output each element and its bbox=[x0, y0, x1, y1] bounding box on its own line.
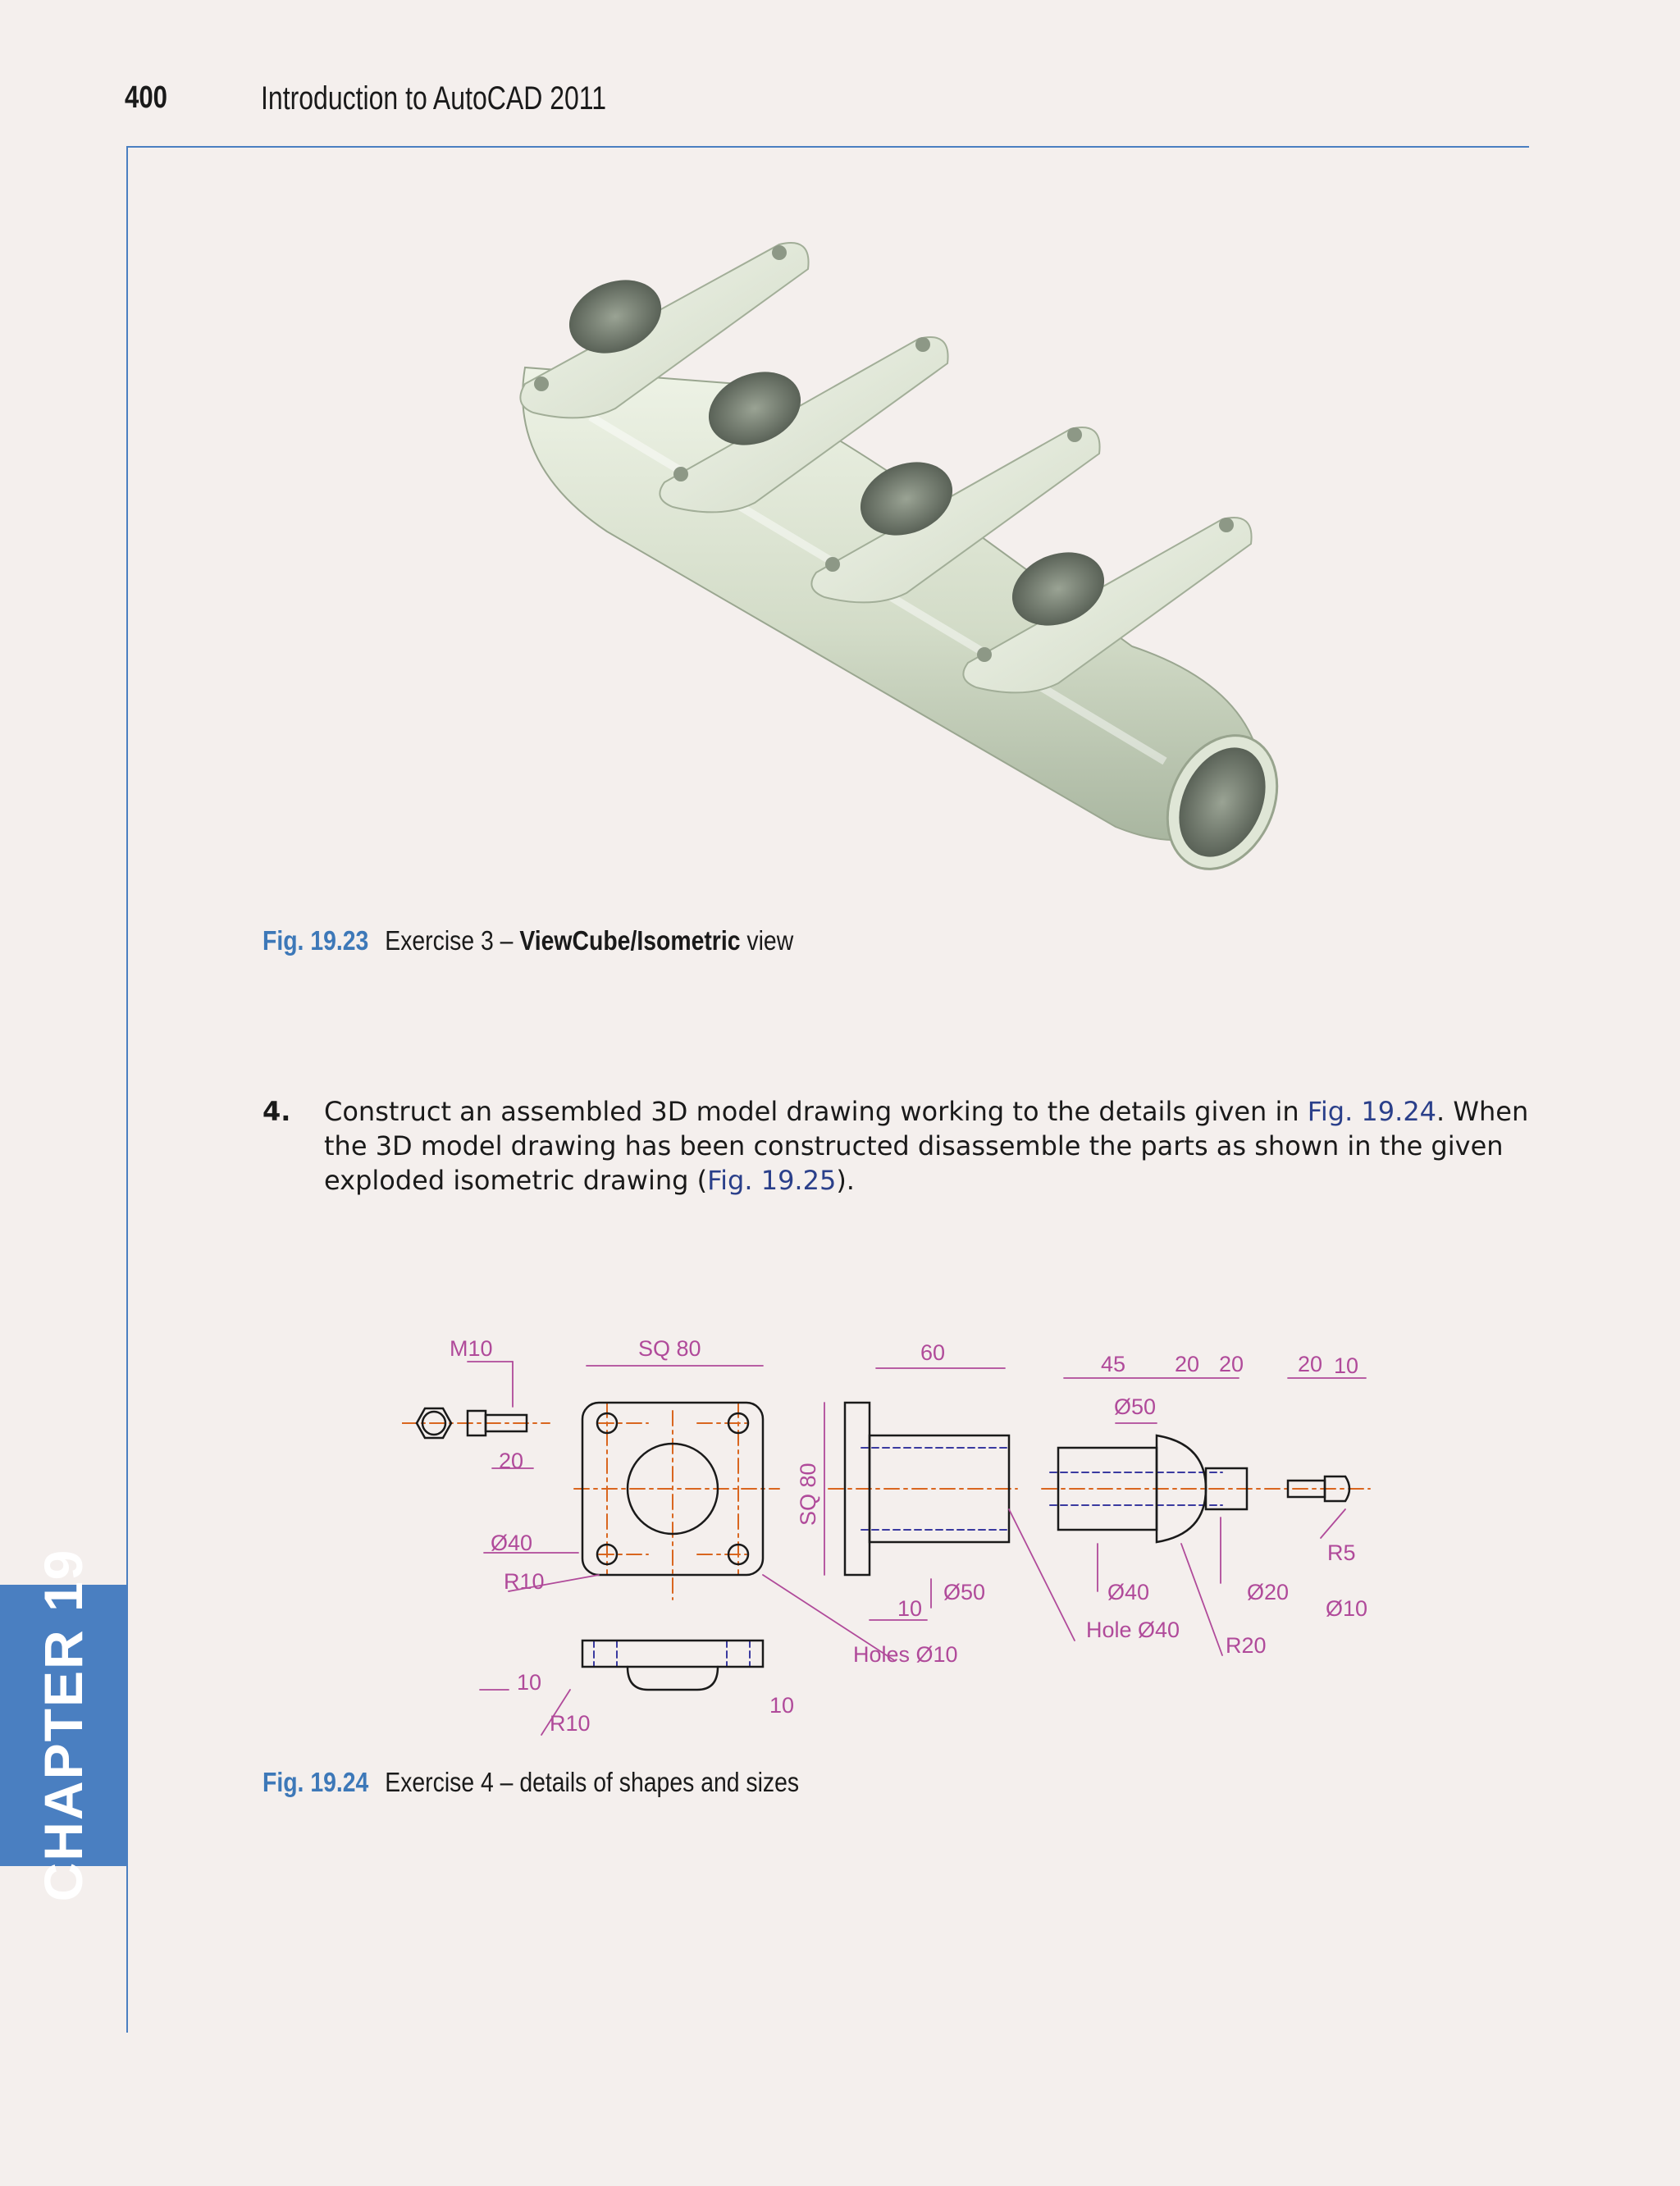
technical-drawing bbox=[402, 1329, 1403, 1747]
dim-r10-bottom: R10 bbox=[550, 1711, 591, 1736]
figure-number: Fig. 19.23 bbox=[262, 925, 369, 956]
figure-reference[interactable]: Fig. 19.24 bbox=[1307, 1096, 1437, 1127]
page-number: 400 bbox=[125, 80, 167, 115]
dim-20-a: 20 bbox=[1175, 1352, 1200, 1376]
caption-text: view bbox=[746, 925, 794, 956]
dim-10-left: 10 bbox=[517, 1670, 542, 1695]
dim-d20: Ø20 bbox=[1247, 1580, 1290, 1604]
figure-19-24-caption bbox=[262, 1767, 799, 1798]
dim-r10-plate: R10 bbox=[504, 1569, 545, 1594]
dim-45: 45 bbox=[1101, 1352, 1126, 1376]
figure-19-23-caption bbox=[262, 925, 793, 956]
dim-sq80-top: SQ 80 bbox=[638, 1336, 701, 1361]
dim-r20: R20 bbox=[1226, 1633, 1267, 1658]
dim-10-flange: 10 bbox=[897, 1596, 923, 1621]
dim-sq80-side: SQ 80 bbox=[796, 1463, 820, 1526]
dim-60: 60 bbox=[920, 1340, 946, 1365]
exercise-text: Construct an assembled 3D model drawing working to the details given in Fig. 19.24. When the 3D model drawing has been constructed disassemble the parts as shown in the given exploded isometric drawing (Fig. 19.25). bbox=[324, 1096, 1529, 1196]
dim-20-b: 20 bbox=[1219, 1352, 1244, 1376]
dim-10-bottom: 10 bbox=[769, 1693, 795, 1718]
dim-d10-pin: Ø10 bbox=[1326, 1596, 1368, 1621]
dim-d50-flange: Ø50 bbox=[943, 1580, 986, 1604]
header-rule bbox=[126, 146, 1529, 148]
dim-m10: M10 bbox=[450, 1336, 493, 1361]
chapter-tab bbox=[0, 1548, 127, 1902]
dim-d40-plate: Ø40 bbox=[491, 1531, 533, 1555]
exercise-number: 4. bbox=[262, 1096, 291, 1127]
caption-bold-text: ViewCube/Isometric bbox=[519, 925, 741, 956]
chapter-tab-label: CHAPTER 19 bbox=[33, 1548, 94, 1902]
dim-hole-d40: Hole Ø40 bbox=[1086, 1618, 1180, 1642]
dim-holes-d10: Holes Ø10 bbox=[853, 1642, 958, 1667]
caption-text: Exercise 4 – details of shapes and sizes bbox=[385, 1767, 800, 1797]
dim-d40-cap: Ø40 bbox=[1107, 1580, 1150, 1604]
running-title: Introduction to AutoCAD 2011 bbox=[261, 80, 607, 116]
caption-text: Exercise 3 – bbox=[385, 925, 514, 956]
dim-20-bolt: 20 bbox=[499, 1449, 524, 1473]
dim-20-pin: 20 bbox=[1298, 1352, 1323, 1376]
dim-d50-cap: Ø50 bbox=[1114, 1394, 1157, 1419]
figure-reference[interactable]: Fig. 19.25 bbox=[707, 1165, 837, 1196]
dim-10-pin: 10 bbox=[1334, 1353, 1359, 1378]
manifold-3d-render bbox=[492, 220, 1296, 901]
figure-number: Fig. 19.24 bbox=[262, 1767, 369, 1797]
dim-r5: R5 bbox=[1327, 1540, 1356, 1565]
